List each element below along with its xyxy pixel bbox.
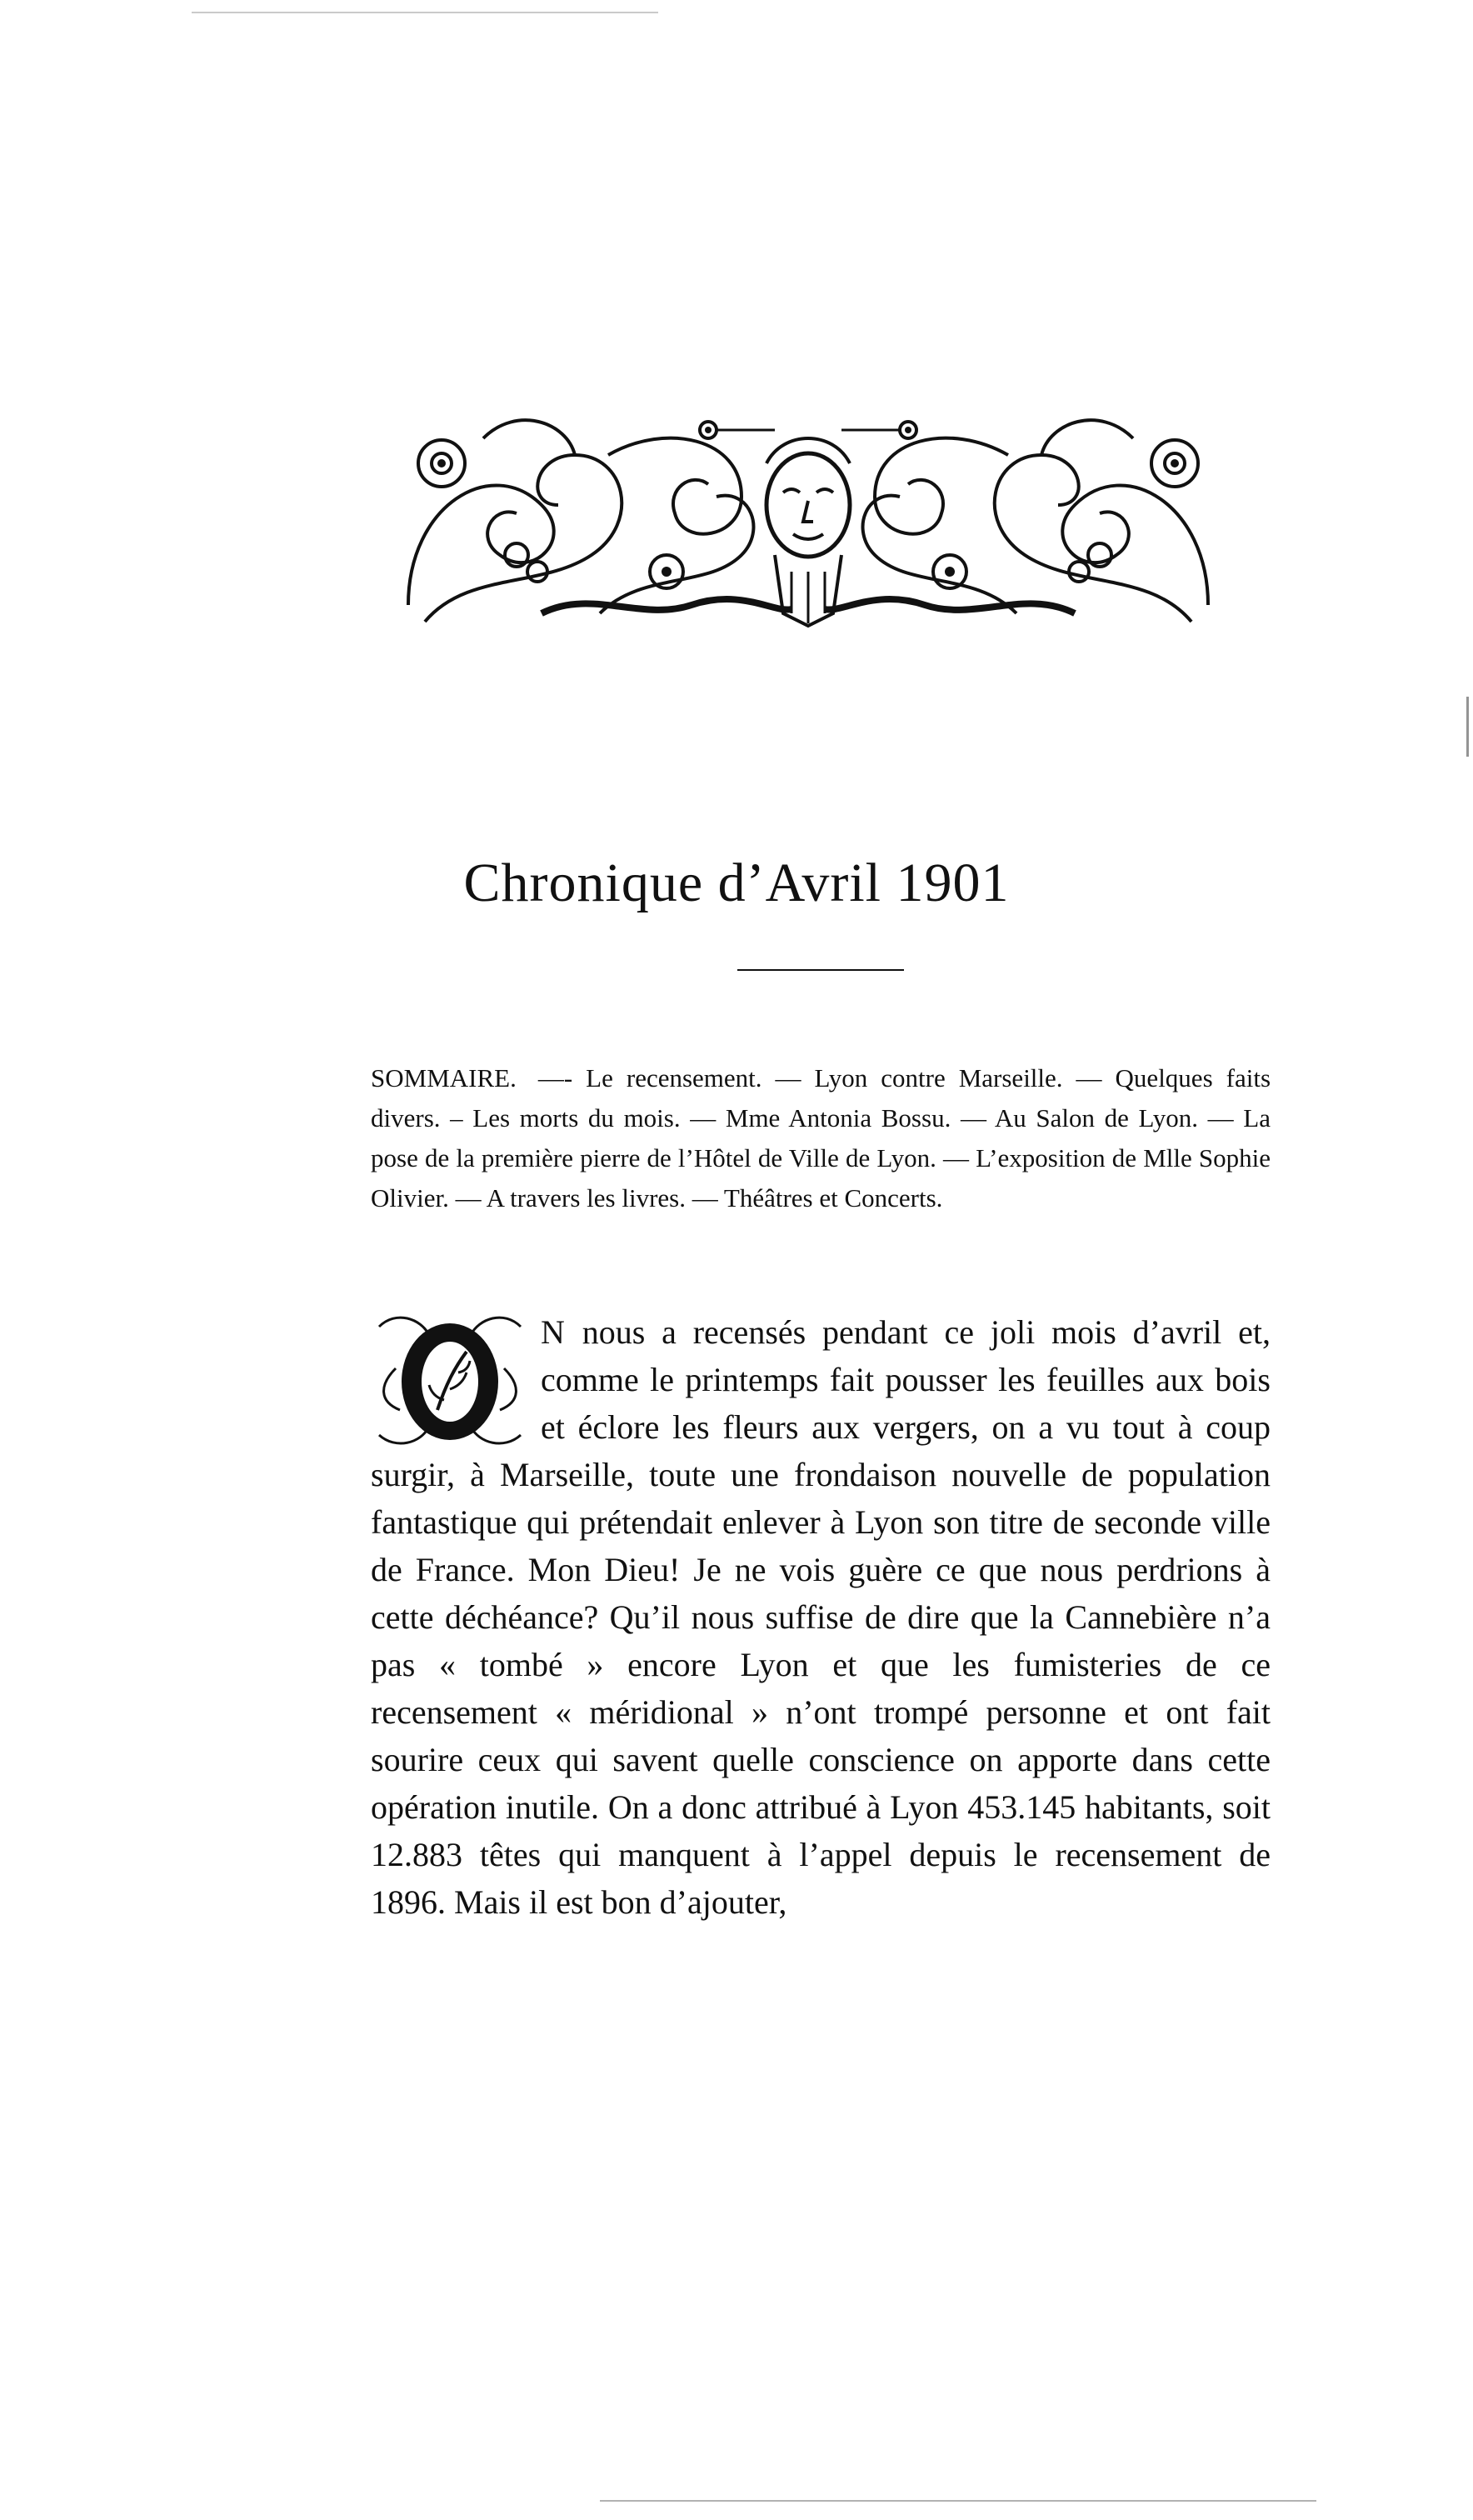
scan-mark-bottom [600,2500,1316,2502]
summary-block [371,1058,1271,1218]
drop-cap-ornament-icon [371,1310,529,1450]
title-rule [737,969,904,971]
drop-cap [371,1310,529,1450]
header-ornament [392,405,1225,638]
ornament-illustration [392,405,1225,638]
lead-word: N [541,1313,566,1351]
summary-text: —- Le recensement. — Lyon contre Marseille. — Quelques faits divers. – Les morts du mois. — Mme Antonia Bossu. — Au Salon de Lyon. — La pose de la première pierre de l’Hôtel de Ville de Lyon. — L’exposition de Mlle Sophie Olivier. — A travers les livres. — Théâtres et Concerts. [371,1063,1271,1212]
scan-mark-top [192,12,658,13]
page-title: Chronique d’Avril 1901 [463,852,1010,913]
scan-mark-right [1466,697,1469,757]
body-text: nous a recensés pendant ce joli mois d’avril et, comme le printemps fait pousser les feuilles aux bois et éclore les fleurs aux vergers, on a vu tout à coup surgir, à Marseille, toute une frondaison nouvelle de population fantastique qui prétendait enlever à Lyon son titre de seconde ville de France. Mon Dieu! Je ne vois guère ce que nous perdrions à cette déchéance? Qu’il nous suffise de dire que la Cannebière n’a pas « tombé » encore Lyon et que les fumisteries de ce recensement « méridional » n’ont trompé personne et ont fait sourire ceux qui savent quelle conscience on apporte dans cette opération inutile. On a donc attribué à Lyon 453.145 habitants, soit 12.883 têtes qui manquent à l’appel depuis le recensement de 1896. Mais il est bon d’ajouter, [371,1313,1271,1921]
summary-label: SOMMAIRE. [371,1063,517,1092]
body-paragraph [371,1308,1271,1926]
